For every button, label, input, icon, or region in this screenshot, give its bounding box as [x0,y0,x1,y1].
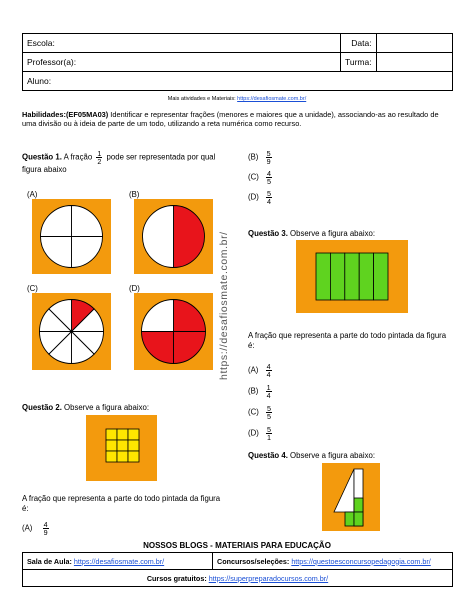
school-field[interactable] [23,34,341,53]
teacher-field[interactable] [23,53,341,72]
grid-cell [128,451,139,462]
question-1-text-after: pode ser representada por qual figura abaixo [22,152,216,174]
q4-green-piece-left [345,512,354,526]
fraction-numerator: 5 [267,404,271,413]
question-2-grid-figure [86,415,157,481]
question-3-label: Questão 3. [248,229,288,238]
figure-c-slices [40,300,104,364]
date-label-cell [341,34,377,53]
option-letter: (A) [248,365,259,375]
option-letter: (B) [248,152,259,162]
grid-cell [117,451,128,462]
skills-description: Identificar e representar frações (menores e maiores que a unidade), associando-as ao resultado de uma divisão ou à ideia de parte de um todo, utilizando a reta numérica como recurso. [22,110,439,128]
question-4-intro: Observe a figura abaixo: [287,451,375,460]
fraction-numerator: 1 [266,383,271,392]
question-2-question: A fração que representa a parte do todo pintada da figura é: [22,494,221,513]
fraction-denominator: 5 [267,177,271,186]
question-3-text [248,229,375,239]
option-d-label[interactable]: (D) [129,284,140,293]
date-field[interactable] [376,34,452,53]
class-field[interactable] [376,53,452,72]
footer-class-link[interactable]: https://desafiosmate.com.br/ [73,556,165,566]
grid-cells [106,429,139,462]
bar-cell [374,253,388,300]
student-field[interactable] [23,72,453,91]
question-3-bars-figure [296,240,408,313]
question-2-option-b[interactable] [248,150,274,165]
question-1-fraction [96,150,102,165]
option-fraction [266,170,272,185]
option-c-label[interactable]: (C) [27,284,38,293]
option-letter: (D) [248,192,259,202]
question-2-label: Questão 2. [22,403,62,412]
question-4-figure [322,463,380,531]
question-3-option-a[interactable] [248,363,274,378]
bar-cell [345,253,359,300]
figure-d-circle[interactable] [134,293,213,370]
question-1-text-before: A fração [61,152,95,162]
figure-c-circle[interactable] [32,293,111,370]
option-fraction [266,384,272,399]
figure-b-slices [143,206,205,268]
footer-courses-cell [23,570,453,587]
grid-cell [106,451,117,462]
date-label: Data: [351,38,372,48]
question-2-option-c[interactable] [248,170,274,185]
bar-cell [316,253,330,300]
option-a-label[interactable]: (A) [27,190,38,199]
question-3-question: A fração que representa a parte do todo pintada da figura é: [248,331,447,350]
grid-cell [128,429,139,440]
grid-cell [128,440,139,451]
bar-cell [330,253,344,300]
more-materials-prefix: Mais atividades e Materiais: [167,96,238,102]
footer-class-label: Sala de Aula: [27,556,74,566]
grid-cell [106,440,117,451]
q4-green-piece-bottom [354,512,363,526]
question-1-text [22,150,227,175]
option-fraction [266,405,272,420]
fraction-numerator: 4 [43,520,48,529]
teacher-label: Professor(a): [27,57,77,67]
class-label-cell [341,53,377,72]
class-label: Turma: [345,57,372,67]
option-fraction [266,190,272,205]
footer-contests-cell [213,553,453,570]
fraction-numerator: 5 [267,425,271,434]
watermark-url: https://desafiosmate.com.br/ [218,231,230,380]
fraction-numerator: 5 [266,149,271,158]
bar-cell [359,253,373,300]
q4-green-piece-mid [354,498,363,512]
grid-cell [117,440,128,451]
question-3-intro: Observe a figura abaixo: [287,229,375,238]
figure-b-circle[interactable] [134,199,213,274]
fraction-numerator: 1 [97,149,102,158]
question-2-intro: Observe a figura abaixo: [61,403,149,412]
student-label: Aluno: [27,76,52,86]
fraction-denominator: 2 [97,157,102,166]
more-materials-link[interactable]: https://desafiosmate.com.br/ [237,96,307,102]
fraction-numerator: 5 [267,189,271,198]
fraction-numerator: 4 [266,362,271,371]
option-fraction [266,426,272,441]
question-3-option-b[interactable] [248,384,274,399]
question-3-option-c[interactable] [248,405,274,420]
fraction-denominator: 4 [267,197,271,206]
option-letter: (D) [248,428,259,438]
figure-a-slices [41,206,103,268]
grid-cell [106,429,117,440]
option-letter: (C) [248,172,259,182]
question-2-text [22,403,149,413]
more-materials-line [0,96,474,102]
question-2-option-a[interactable] [22,521,51,536]
skills-label: Habilidades:(EF05MA03) [22,110,109,119]
question-3-option-d[interactable] [248,426,274,441]
option-fraction [266,363,272,378]
header-table [22,33,453,91]
question-1-label: Questão 1. [22,152,62,162]
question-4-label: Questão 4. [248,451,288,460]
skills-text [22,110,454,128]
option-letter: (B) [248,386,259,396]
grid-cell [117,429,128,440]
footer-class-cell [23,553,213,570]
school-label: Escola: [27,38,55,48]
fraction-denominator: 1 [267,433,271,442]
option-fraction [266,150,272,165]
figure-a-circle[interactable] [32,199,111,274]
option-fraction [43,521,49,536]
footer-title: NOSSOS BLOGS - MATERIAIS PARA EDUCAÇÃO [143,541,331,550]
fraction-denominator: 9 [266,157,271,166]
fraction-denominator: 9 [43,528,48,537]
footer-contests-label: Concursos/seleções: [217,556,292,566]
footer-contests-link[interactable]: https://questoesconcursopedagogia.com.br/ [291,556,431,566]
footer-table [22,552,453,587]
question-2-option-d[interactable] [248,190,274,205]
option-letter: (C) [248,407,259,417]
bars-cells [316,253,388,300]
option-b-label[interactable]: (B) [129,190,140,199]
fraction-denominator: 4 [266,391,271,400]
option-letter: (A) [22,523,33,533]
figure-d-slices [142,300,206,364]
footer-courses-label: Cursos gratuitos: [146,573,209,583]
footer-courses-link[interactable]: https://superpreparadocursos.com.br/ [208,573,329,583]
fraction-denominator: 5 [267,412,271,421]
fraction-numerator: 4 [267,169,271,178]
fraction-denominator: 4 [266,370,271,379]
question-4-text [248,451,375,461]
